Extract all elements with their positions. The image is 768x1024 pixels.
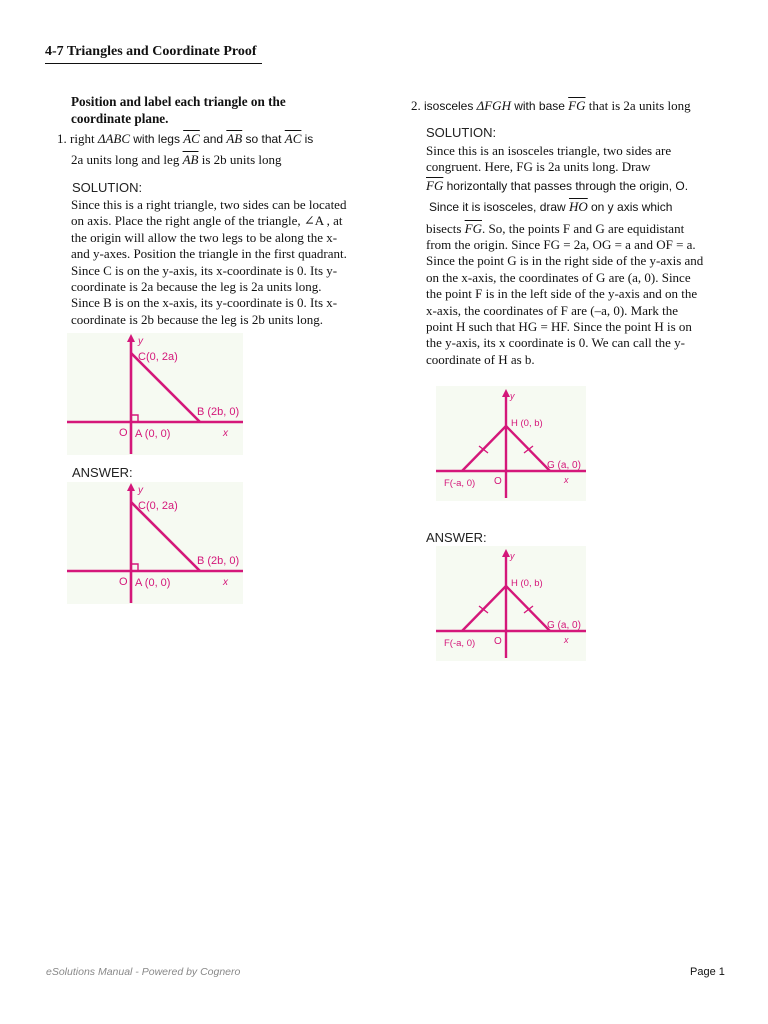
y-label: y	[138, 336, 143, 347]
x-label: x	[223, 577, 228, 588]
y-axis-arrow	[502, 549, 510, 557]
point-c-label: C(0, 2a)	[138, 500, 178, 512]
side-fh	[462, 586, 506, 631]
point-f-label: F(-a, 0)	[444, 638, 476, 649]
figure-right-triangle-solution	[67, 333, 243, 455]
y-label: y	[510, 391, 515, 401]
origin-label: O	[494, 636, 502, 647]
solution-line: the y-axis, its x coordinate is 0. We can call the y-	[426, 335, 685, 351]
solution-line: from the origin. Since FG = 2a, OG = a and OF = a.	[426, 237, 696, 253]
solution-line: Since B is on the x-axis, its y-coordinate is 0. Its x-	[71, 295, 338, 311]
origin-label: O	[119, 576, 128, 588]
solution-line: Since this is an isosceles triangle, two sides are	[426, 143, 672, 158]
solution-line: $\overline{FG}$ horizontally that passes through the origin, O.	[426, 177, 689, 193]
question-1-answer-label: ANSWER:	[72, 465, 133, 480]
question-1-solution-label: SOLUTION:	[72, 180, 143, 195]
side-fh	[462, 426, 506, 471]
point-h-label: H (0, b)	[511, 578, 543, 589]
side-hg	[506, 426, 550, 471]
footer-page-number: Page 1	[690, 966, 725, 978]
page-title: 4-7 Triangles and Coordinate Proof	[45, 44, 257, 59]
solution-line: coordinate of H as b.	[426, 351, 535, 367]
question-2-line-1: 2. isosceles ΔFGH with base $\overline{FG}$ that is 2a units long	[411, 98, 691, 113]
triangle-hypotenuse	[131, 353, 200, 422]
point-a-label: A (0, 0)	[135, 577, 171, 589]
solution-line: bisects $\overline{FG}$. So, the points F and G are equidistant	[426, 220, 685, 236]
question-1-line-2: 2a units long and leg $\overline{AB}$ is 2b units long	[71, 152, 282, 167]
solution-line: x-axis, the coordinates of F are (–a, 0). Mark the	[426, 302, 678, 318]
solution-line: Since this is a right triangle, two sides can be located	[71, 197, 347, 212]
point-b-label: B (2b, 0)	[197, 406, 240, 418]
origin-label: O	[119, 427, 128, 439]
question-2-solution-label: SOLUTION:	[426, 125, 497, 140]
figure-right-triangle-answer	[67, 482, 243, 604]
question-1-number: 1.	[57, 131, 67, 146]
side-hg	[506, 586, 550, 631]
y-axis-arrow	[127, 334, 135, 342]
figure-isosceles-triangle-solution	[436, 386, 586, 501]
x-label: x	[564, 635, 569, 645]
point-h-label: H (0, b)	[511, 418, 543, 429]
solution-line: the point F is in the left side of the y-axis and on the	[426, 286, 698, 302]
solution-line: coordinate is 2a because the leg is 2a units long.	[71, 279, 322, 295]
point-b-label: B (2b, 0)	[197, 555, 240, 567]
triangle-hypotenuse	[131, 502, 200, 571]
origin-label: O	[494, 476, 502, 487]
figure-isosceles-triangle-answer	[436, 546, 586, 661]
point-c-label: C(0, 2a)	[138, 351, 178, 363]
x-label: x	[564, 475, 569, 485]
footer-publisher: eSolutions Manual - Powered by Cognero	[46, 966, 241, 978]
solution-line: coordinate is 2b because the leg is 2b units long.	[71, 311, 324, 327]
point-a-label: A (0, 0)	[135, 428, 171, 440]
question-2-number: 2.	[411, 98, 421, 113]
solution-line: Since C is on the y-axis, its x-coordinate is 0. Its y-	[71, 262, 338, 278]
x-label: x	[223, 428, 228, 439]
question-1-solution-text	[71, 197, 371, 328]
section-heading: Position and label each triangle on the coordinate plane.	[71, 94, 286, 126]
y-label: y	[510, 551, 515, 561]
solution-line: on axis. Place the right angle of the triangle, ∠A , at	[71, 213, 343, 229]
y-axis-arrow	[502, 389, 510, 397]
point-f-label: F(-a, 0)	[444, 478, 476, 489]
y-axis-arrow	[127, 483, 135, 491]
point-g-label: G (a, 0)	[547, 620, 581, 631]
solution-line: point H such that HG = HF. Since the point H is on	[426, 319, 692, 335]
solution-line: congruent. Here, FG is 2a units long. Draw	[426, 159, 651, 175]
question-1-line-1: 1. right ΔABC with legs $\overline{AC}$ and $\overline{AB}$ so that $\overline{AC}$ is	[57, 131, 314, 146]
y-label: y	[138, 485, 143, 496]
question-2-answer-label: ANSWER:	[426, 530, 487, 545]
solution-line: Since the point G is in the right side of the y-axis and	[426, 253, 704, 269]
solution-line: on the x-axis, the coordinates of G are (a, 0). Since	[426, 269, 691, 285]
question-2-solution-text	[426, 143, 746, 368]
solution-line: the origin will allow the two legs to be along the x-	[71, 229, 338, 245]
title-underline	[45, 63, 262, 64]
solution-line: Since it is isosceles, draw $\overline{HO}$ on y axis which	[429, 199, 673, 215]
point-g-label: G (a, 0)	[547, 460, 581, 471]
solution-line: and y-axes. Position the triangle in the first quadrant.	[71, 246, 347, 262]
